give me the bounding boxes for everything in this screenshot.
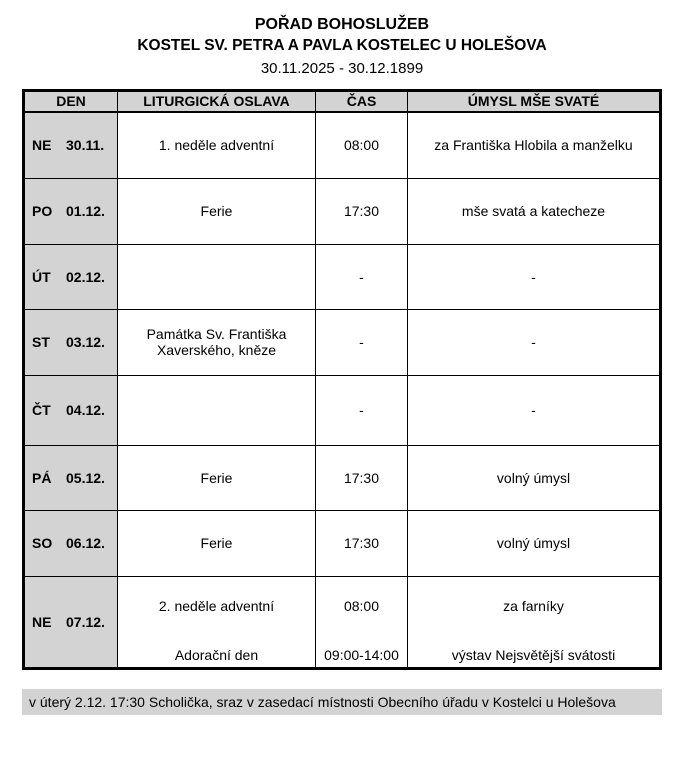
header-umysl: ÚMYSL MŠE SVATÉ xyxy=(408,92,659,113)
day-cell xyxy=(25,511,118,577)
page-title: POŘAD BOHOSLUŽEB xyxy=(254,16,430,33)
time-cell: 17:30 xyxy=(316,446,408,511)
celebration-cell: Památka Sv. Františka Xaverského, kněze xyxy=(118,310,316,376)
footer-note: v úterý 2.12. 17:30 Scholička, sraz v zasedací místnosti Obecního úřadu v Kostelci u Holešova xyxy=(22,689,662,715)
time-cell: 17:30 xyxy=(316,179,408,245)
time-cell: - xyxy=(316,376,408,446)
day-cell xyxy=(25,179,118,245)
time-line1: 08:00 xyxy=(343,598,380,615)
day-date: 03.12. xyxy=(66,334,105,351)
day-cell xyxy=(25,376,118,446)
celebration-cell xyxy=(118,376,316,446)
header-liturgicka-oslava: LITURGICKÁ OSLAVA xyxy=(118,92,316,113)
day-abbr: ST xyxy=(32,334,50,351)
time-cell: - xyxy=(316,310,408,376)
day-abbr: NE xyxy=(32,137,52,154)
header-den: DEN xyxy=(25,92,118,113)
day-abbr: SO xyxy=(32,535,53,552)
celebration-cell xyxy=(118,245,316,310)
intention-cell: volný úmysl xyxy=(408,511,659,577)
time-line2: 09:00-14:00 xyxy=(324,646,399,663)
intention-cell: za Františka Hlobila a manželku xyxy=(408,113,659,179)
celebration-line1: 2. neděle adventní xyxy=(158,598,275,615)
day-date: 01.12. xyxy=(66,203,105,220)
day-date: 07.12. xyxy=(66,613,105,630)
celebration-cell xyxy=(118,577,316,667)
day-abbr: NE xyxy=(32,613,52,630)
day-date: 30.11. xyxy=(66,137,105,154)
title-block xyxy=(0,0,684,77)
intention-cell: - xyxy=(408,376,659,446)
intention-cell: volný úmysl xyxy=(408,446,659,511)
day-date: 06.12. xyxy=(66,535,105,552)
intention-line1: za farníky xyxy=(503,598,564,615)
day-cell xyxy=(25,245,118,310)
time-cell: 08:00 xyxy=(316,113,408,179)
day-date: 05.12. xyxy=(66,469,105,486)
celebration-cell: 1. neděle adventní xyxy=(118,113,316,179)
day-date: 02.12. xyxy=(66,268,105,285)
day-abbr: ČT xyxy=(32,402,51,419)
day-abbr: ÚT xyxy=(32,268,51,285)
celebration-cell: Ferie xyxy=(118,511,316,577)
celebration-line2: Adorační den xyxy=(174,646,259,663)
day-cell xyxy=(25,577,118,667)
date-range: 30.11.2025 - 30.12.1899 xyxy=(260,59,424,77)
header-cas: ČAS xyxy=(316,92,408,113)
intention-cell: - xyxy=(408,310,659,376)
day-abbr: PO xyxy=(32,203,53,220)
day-cell xyxy=(25,310,118,376)
time-cell: - xyxy=(316,245,408,310)
celebration-cell: Ferie xyxy=(118,446,316,511)
day-date: 04.12. xyxy=(66,402,105,419)
intention-cell: - xyxy=(408,245,659,310)
celebration-cell: Ferie xyxy=(118,179,316,245)
intention-line2: výstav Nejsvětější svátosti xyxy=(451,646,616,663)
day-cell xyxy=(25,113,118,179)
time-cell xyxy=(316,577,408,667)
time-cell: 17:30 xyxy=(316,511,408,577)
day-cell xyxy=(25,446,118,511)
day-abbr: PÁ xyxy=(32,469,52,486)
schedule-table xyxy=(22,89,662,670)
page-subtitle: KOSTEL SV. PETRA A PAVLA KOSTELEC U HOLEŠOVA xyxy=(137,36,547,54)
intention-cell: mše svatá a katecheze xyxy=(408,179,659,245)
intention-cell xyxy=(408,577,659,667)
